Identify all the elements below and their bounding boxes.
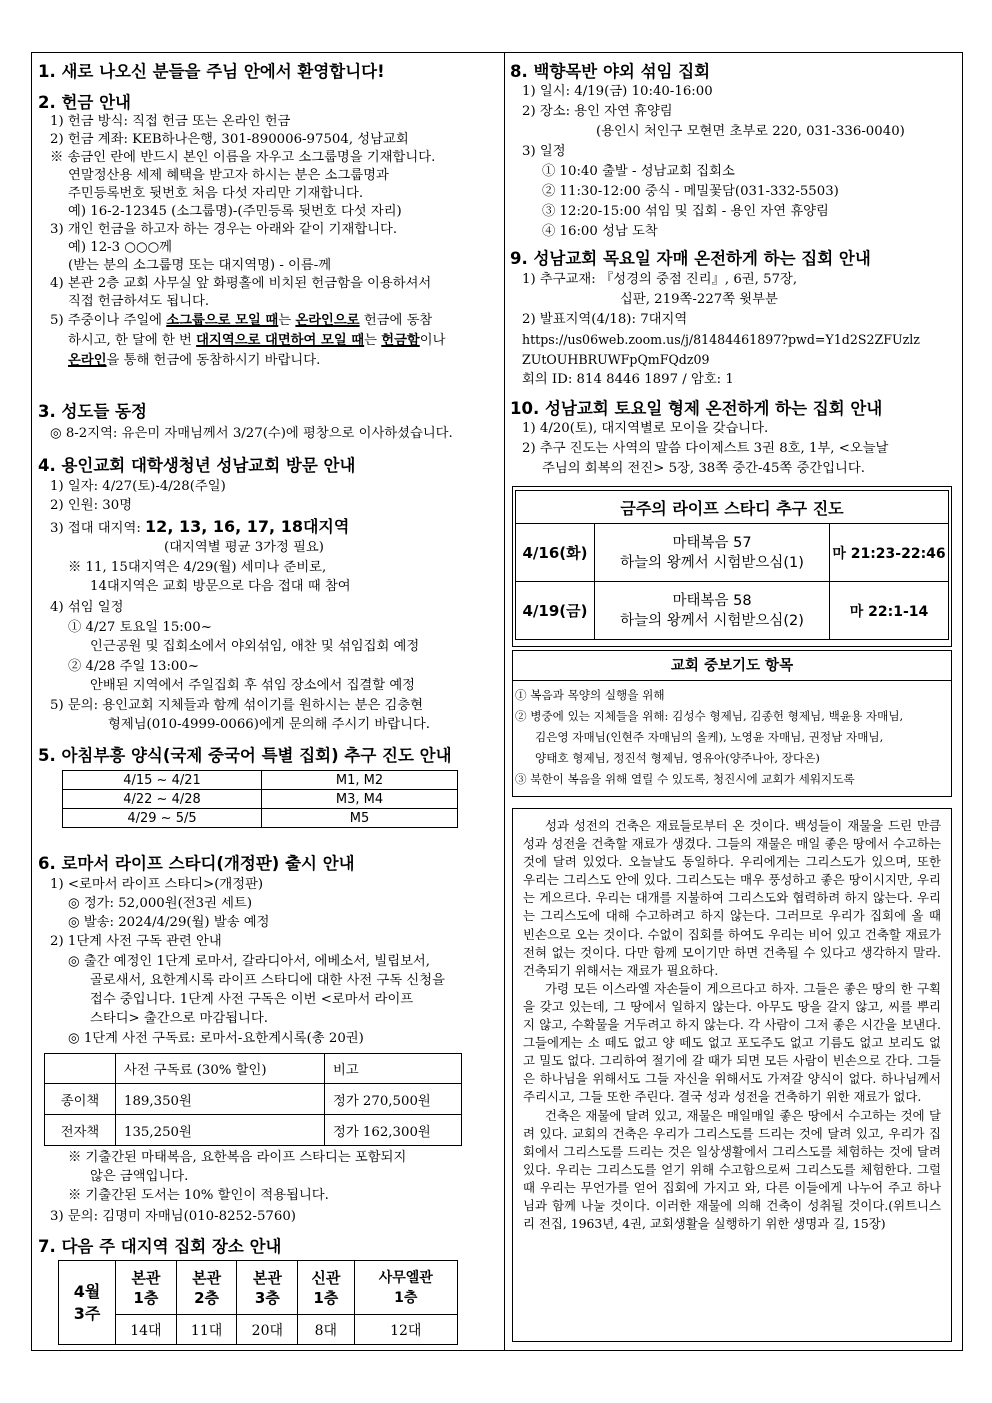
subscription-desc-cont: 스타디> 출간으로 마감됩니다. xyxy=(90,1011,268,1026)
zoom-link-cont[interactable]: ZUtOUHBRUWFpQmFQdz09 xyxy=(522,352,710,367)
visit-host-note: (대지역별 평균 3가정 필요) xyxy=(164,540,324,555)
outing-schedule-title: 3) 일정 xyxy=(522,144,566,159)
offering-personal: 3) 개인 헌금을 하고자 하는 경우는 아래와 같이 기재합니다. xyxy=(50,222,398,237)
visit-contact-cont: 형제님(010-4999-0066)에게 문의해 주시기 바랍니다. xyxy=(108,717,430,732)
subscription-desc-cont: 접수 중입니다. 1단계 사전 구독은 이번 <로마서 라이프 xyxy=(90,992,414,1007)
section-4-title: 4. 용인교회 대학생청년 성남교회 방문 안내 xyxy=(38,456,356,475)
table-row: 4/19(금) 마태복음 58 하늘의 왕께서 시험받으심(2) 마 22:1-14 xyxy=(516,582,949,640)
visit-schedule-2: ② 4/28 주일 13:00~ xyxy=(68,659,199,674)
section-2-title: 2. 헌금 안내 xyxy=(38,93,131,112)
section-8-title: 8. 백향목반 야외 섞임 집회 xyxy=(510,62,711,81)
right-column xyxy=(504,53,962,1350)
subscription-desc: ◎ 출간 예정인 1단계 로마서, 갈라디아서, 에베소서, 빌립보서, xyxy=(68,954,430,969)
table-row: 4/16(화) 마태복음 57 하늘의 왕께서 시험받으심(1) 마 21:23-22:46 xyxy=(516,524,949,582)
outing-schedule-4: ④ 16:00 성남 도착 xyxy=(542,224,658,239)
prayer-box xyxy=(512,650,952,797)
section-3-title: 3. 성도들 동정 xyxy=(38,402,147,421)
section-5-title: 5. 아침부흥 양식(국제 중국어 특별 집회) 추구 진도 안내 xyxy=(38,746,452,765)
visit-count: 2) 인원: 30명 xyxy=(50,498,133,513)
offering-note-cont: 연말정산용 세제 혜택을 받고자 하시는 분은 소그룹명과 xyxy=(68,168,389,183)
brothers-progress-cont: 주님의 회복의 전진> 5장, 38쪽 중간-45쪽 중간입니다. xyxy=(542,461,865,476)
outing-schedule-1: ① 10:40 출발 - 성남교회 집회소 xyxy=(542,164,735,179)
table-row: 4/22 ~ 4/28 M3, M4 xyxy=(63,790,458,809)
section-10-title: 10. 성남교회 토요일 형제 온전하게 하는 집회 안내 xyxy=(510,399,883,418)
district-location-table xyxy=(58,1260,458,1345)
visit-schedule-1-desc: 인근공원 및 집회소에서 야외섞임, 애찬 및 섞임집회 예정 xyxy=(90,639,420,654)
section-9-title: 9. 성남교회 목요일 자매 온전하게 하는 집회 안내 xyxy=(510,249,871,268)
quote-paragraph: 가령 모든 이스라엘 자손들이 게으르다고 하자. 그들은 좋은 땅의 한 구획을 갖고 있는데, 그 땅에서 일하지 않는다. 아무도 땅을 갈지 않고, 씨를 뿌리지 않고, 수확물을 거두려고 하지 않는다. 각 사람이 그저 좋은 시간을 보낸다. 그들에게는 소 떼도 없고 양 떼도 없고 포도주도 없고 기름도 없고 보리도 없고 밀도 없다. 그리하여 절기에 갈 때가 되면 모든 사람이 빈손으로 간다. 그들은 하나님을 위해서도 그들 자신을 위해서도 가져갈 양식이 없다. 하나님께서 주리시고, 그들 또한 주린다. 결국 성과 성전을 건축하기 위한 재료가 없다. xyxy=(523,980,941,1105)
offering-box: 4) 본관 2층 교회 사무실 앞 화평홀에 비치된 헌금함을 이용하셔서 xyxy=(50,276,432,291)
morning-revival-table xyxy=(62,770,458,828)
zoom-link[interactable]: https://us06web.zoom.us/j/81484461897?pwd=Y1d2S2ZFUzlz xyxy=(522,332,920,347)
subscription-fee: ◎ 1단계 사전 구독료: 로마서-요한계시록(총 20권) xyxy=(68,1031,364,1046)
visit-schedule-title: 4) 섞임 일정 xyxy=(50,600,124,615)
section-7-title: 7. 다음 주 대지역 집회 장소 안내 xyxy=(38,1237,282,1256)
table-row: 종이책 189,350원 정가 270,500원 xyxy=(45,1084,462,1115)
section-6-title: 6. 로마서 라이프 스타디(개정판) 출시 안내 xyxy=(38,854,355,873)
brothers-progress: 2) 추구 진도는 사역의 말씀 다이제스트 3권 8호, 1부, <오늘날 xyxy=(522,441,889,456)
sisters-material-cont: 십판, 219쪽-227쪽 윗부분 xyxy=(620,292,778,307)
prayer-item-2-cont: 양태호 형제님, 정진석 형제님, 영유아(양주나아, 장다온) xyxy=(535,751,820,765)
romans-ls-price: ◎ 정가: 52,000원(전3권 세트) xyxy=(68,896,253,911)
subscription-note-2: ※ 기출간된 도서는 10% 할인이 적용됩니다. xyxy=(68,1188,329,1203)
offering-example: 예) 16-2-12345 (소그룹명)-(주민등록 뒷번호 다섯 자리) xyxy=(68,204,402,219)
visit-host-districts: 3) 접대 대지역: 12, 13, 16, 17, 18대지역 xyxy=(50,517,350,536)
visit-contact: 5) 문의: 용인교회 지체들과 함께 섞이기를 원하시는 분은 김충현 xyxy=(50,698,424,713)
subscription-title: 2) 1단계 사전 구독 관련 안내 xyxy=(50,934,222,949)
offering-personal-format: (받는 분의 소그룹명 또는 대지역명) - 이름-께 xyxy=(68,258,332,273)
prayer-item-1: ① 복음과 목양의 실행을 위해 xyxy=(515,688,665,702)
visit-schedule-2-desc: 안배된 지역에서 주일집회 후 섞임 장소에서 집결할 예정 xyxy=(90,678,416,693)
table-row: 금주의 라이프 스타디 추구 진도 xyxy=(516,491,949,524)
left-column xyxy=(32,53,505,1350)
offering-item-5-cont: 온라인을 통해 헌금에 동참하시기 바랍니다. xyxy=(68,353,321,368)
table-row: 4/15 ~ 4/21 M1, M2 xyxy=(63,771,458,790)
prayer-title: 교회 중보기도 항목 xyxy=(513,651,951,681)
offering-note: ※ 송금인 란에 반드시 본인 이름을 자우고 소그룹명을 기재합니다. xyxy=(50,150,436,165)
life-study-box xyxy=(512,486,952,647)
sisters-district: 2) 발표지역(4/18): 7대지역 xyxy=(522,312,688,327)
visit-note: ※ 11, 15대지역은 4/29(월) 세미나 준비로, xyxy=(68,560,327,575)
offering-account: 2) 헌금 계좌: KEB하나은행, 301-890006-97504, 성남교회 xyxy=(50,132,409,147)
romans-ls-title: 1) <로마서 라이프 스타디>(개정판) xyxy=(50,877,264,892)
prayer-item-3: ③ 북한이 복음을 위해 열릴 수 있도록, 청진시에 교회가 세워지도록 xyxy=(515,772,855,786)
visit-note-cont: 14대지역은 교회 방문으로 다음 접대 때 참여 xyxy=(90,579,351,594)
prayer-item-2-cont: 김은영 자매님(인현주 자매님의 올케), 노영윤 자매님, 권정남 자매님, xyxy=(535,730,884,744)
romans-ls-ship: ◎ 발송: 2024/4/29(월) 발송 예정 xyxy=(68,915,270,930)
outing-schedule-2: ② 11:30-12:00 중식 - 메밀꽃담(031-332-5503) xyxy=(542,184,839,199)
outing-place: 2) 장소: 용인 자연 휴양림 xyxy=(522,104,673,119)
ministry-quote-box xyxy=(512,808,952,1342)
offering-item-5-cont: 하시고, 한 달에 한 번 대지역으로 대면하여 모일 때는 헌금함이나 xyxy=(68,333,446,348)
section-1-title: 1. 새로 나오신 분들을 주님 안에서 환영합니다! xyxy=(38,62,385,81)
visit-date: 1) 일자: 4/27(토)-4/28(주일) xyxy=(50,479,226,494)
table-row: 14대 11대 20대 8대 12대 xyxy=(59,1315,458,1345)
offering-box-cont: 직접 헌금하셔도 됩니다. xyxy=(68,294,210,309)
subscription-note-1-cont: 않은 금액입니다. xyxy=(90,1169,189,1184)
outing-address: (용인시 처인구 모현면 초부로 220, 031-336-0040) xyxy=(596,124,905,139)
bulletin-page xyxy=(31,52,963,1351)
table-row: 전자책 135,250원 정가 162,300원 xyxy=(45,1115,462,1146)
table-row: 사전 구독료 (30% 할인) 비고 xyxy=(45,1054,462,1084)
saints-news: ◎ 8-2지역: 유은미 자매님께서 3/27(수)에 평창으로 이사하셨습니다. xyxy=(50,426,453,441)
quote-paragraph: 건축은 재물에 달려 있고, 재물은 매일매일 좋은 땅에서 수고하는 것에 달려 있다. 교회의 건축은 우리가 그리스도를 드리는 것에 달려 있고, 우리가 집회에서 그리스도를 드리는 것은 일상생활에서 그리스도를 체험하는 것에 달려 있다. 우리는 그리스도를 얻기 위해 수고함으로써 그리스도를 체험한다. 그럴 때 우리는 무언가를 얻어 집회에 가지고 와, 다른 이들에게 나누어 주고 하나님과 함께 나눌 것이다. 이러한 재물에 의해 건축이 성취될 것이다.(위트니스 리 전집, 1963년, 4권, 교회생활을 실행하기 위한 생명과 길, 15장) xyxy=(523,1107,941,1232)
subscription-note-1: ※ 기출간된 마태복음, 요한복음 라이프 스타디는 포함되지 xyxy=(68,1150,407,1165)
offering-note-cont: 주민등록번호 뒷번호 처음 다섯 자리만 기재합니다. xyxy=(68,186,364,201)
quote-paragraph: 성과 성전의 건축은 재료들로부터 온 것이다. 백성들이 재물을 드린 만큼 성과 성전을 건축할 재료가 생겼다. 그들의 재물은 매일 좋은 땅에서 수고하는 것에 달려 있었다. 오늘날도 동일하다. 우리에게는 그리스도가 있으며, 또한 우리는 그리스도 안에 있다. 그리스도는 매우 풍성하고 좋은 땅이시지만, 우리는 게으르다. 우리는 대개를 지불하여 그리스도와 협력하려 하지 않는다. 우리는 그리스도에 대해 수고하려고 하지 않는다. 그러므로 우리가 집회에 올 때 빈손으로 오는 것이다. 수없이 집회를 하여도 우리는 비어 있고 건축할 재료가 전혀 없는 것이다. 다만 함께 모이기만 하면 건축될 수 있다고 생각하지 말라. 건축되기 위해서는 재료가 필요하다. xyxy=(523,818,941,978)
prayer-item-2: ② 병중에 있는 지체들을 위해: 김성수 형제님, 김종헌 형제님, 백윤용 자매님, xyxy=(515,709,904,723)
sisters-material: 1) 추구교재: 『성경의 중점 진리』, 6권, 57장, xyxy=(522,272,798,287)
zoom-meeting-id: 회의 ID: 814 8446 1897 / 암호: 1 xyxy=(522,372,734,387)
subscription-table xyxy=(44,1053,462,1146)
subscription-contact: 3) 문의: 김명미 자매님(010-8252-5760) xyxy=(50,1209,296,1224)
life-study-table xyxy=(515,490,949,640)
visit-schedule-1: ① 4/27 토요일 15:00~ xyxy=(68,620,212,635)
offering-personal-example: 예) 12-3 ○○○께 xyxy=(68,240,173,255)
brothers-date: 1) 4/20(토), 대지역별로 모이을 갖습니다. xyxy=(522,421,769,436)
offering-item-5: 5) 주중이나 주일에 소그룹으로 모일 때는 온라인으로 헌금에 동참 xyxy=(50,313,433,328)
table-row: 4/29 ~ 5/5 M5 xyxy=(63,809,458,828)
outing-schedule-3: ③ 12:20-15:00 섞임 및 집회 - 용인 자연 휴양림 xyxy=(542,204,829,219)
ministry-quote xyxy=(523,817,941,1233)
subscription-desc-cont: 골로새서, 요한계시록 라이프 스타디에 대한 사전 구독 신청을 xyxy=(90,973,445,988)
outing-date: 1) 일시: 4/19(금) 10:40-16:00 xyxy=(522,84,713,99)
table-row: 4월 3주 본관 1층 본관 2층 본관 3층 신관 1층 사무엘관 1층 xyxy=(59,1261,458,1315)
offering-method: 1) 헌금 방식: 직접 헌금 또는 온라인 헌금 xyxy=(50,114,291,129)
